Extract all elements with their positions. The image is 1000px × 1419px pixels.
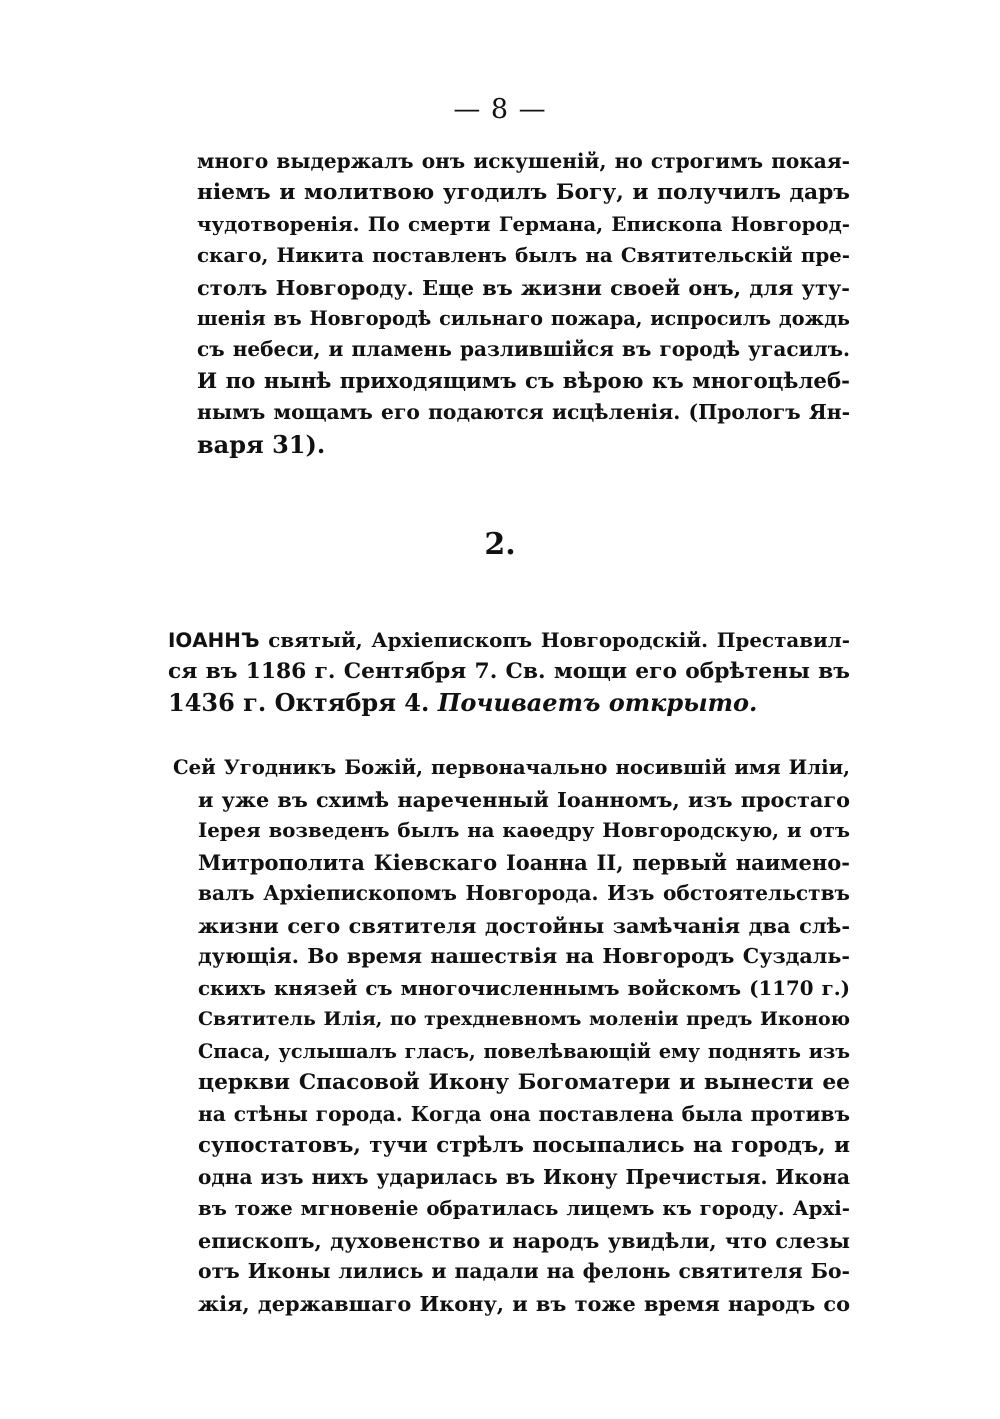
text-line: варя 31).	[197, 429, 326, 459]
text-line: нымъ мощамъ его подаются исцѣленія. (Прологъ Ян-	[197, 400, 850, 425]
relics-note: Почиваетъ открыто.	[437, 688, 758, 717]
text-line: скаго, Никита поставленъ былъ на Святительскій пре-	[197, 243, 850, 268]
text-line: Іерея возведенъ былъ на каѳедру Новгородскую, и отъ	[198, 818, 850, 842]
text-line: церкви Спасовой Икону Богоматери и вынести ее	[198, 1070, 850, 1095]
text-line: Святитель Илія, по трехдневномъ моленіи предъ Иконою	[198, 1008, 850, 1030]
text-line: на стѣны города. Когда она поставлена была противъ	[198, 1101, 850, 1126]
saint-name: ІОАННЪ	[168, 629, 260, 652]
section-number: 2.	[484, 527, 516, 562]
text-line: одна изъ нихъ ударилась въ Икону Пречистыя. Икона	[198, 1164, 850, 1189]
text-line: съ небеси, и пламень разлившійся въ городѣ угасилъ.	[197, 337, 850, 362]
text-line: и уже въ схимѣ нареченный Іоанномъ, изъ простаго	[198, 786, 850, 812]
heading-text: 1436 г. Октября 4.	[168, 688, 438, 717]
text-line: Сей Угодникъ Божій, первоначально носившій имя Иліи,	[173, 756, 850, 779]
text-line: И по нынѣ приходящимъ съ вѣрою къ многоцѣлеб-	[197, 368, 850, 394]
page-number: — 8 —	[453, 94, 547, 125]
text-line: скихъ князей съ многочисленнымъ войскомъ (1170 г.)	[198, 975, 850, 1000]
text-line: жія, державшаго Икону, и въ тоже время народъ со	[198, 1290, 850, 1316]
entry-heading	[168, 625, 850, 718]
text-line: епископъ, духовенство и народъ увидѣли, что слезы	[198, 1227, 850, 1253]
text-line: шенія въ Новгородѣ сильнаго пожара, испросилъ дождь	[197, 307, 850, 331]
text-line: много выдержалъ онъ искушеній, но строгимъ покая-	[197, 149, 850, 173]
text-line: Спаса, услышалъ гласъ, повелѣвающій ему поднять изъ	[198, 1039, 850, 1063]
body-paragraph	[173, 752, 850, 1319]
continuation-paragraph	[197, 146, 850, 460]
heading-line	[168, 687, 850, 718]
text-line: столъ Новгороду. Еще въ жизни своей онъ, для уту-	[197, 274, 850, 300]
text-line: жизни сего святителя достойны замѣчанія два слѣ-	[198, 912, 850, 938]
text-line: дующія. Во время нашествія на Новгородъ Суздаль-	[198, 944, 850, 968]
text-line: въ тоже мгновеніе обратилась лицемъ къ городу. Архі-	[198, 1196, 850, 1220]
heading-line	[168, 625, 850, 656]
heading-line: ся въ 1186 г. Сентября 7. Св. мощи его обрѣтены въ	[168, 659, 850, 684]
text-line: отъ Иконы лились и падали на фелонь святителя Бо-	[198, 1259, 850, 1283]
text-line: чудотворенія. По смерти Германа, Епископа Новгород-	[197, 211, 850, 236]
text-line: валъ Архіепископомъ Новгорода. Изъ обстоятельствъ	[198, 881, 850, 905]
text-line: ніемъ и молитвою угодилъ Богу, и получилъ даръ	[197, 180, 850, 206]
text-line: супостатовъ, тучи стрѣлъ посыпались на городъ, и	[198, 1133, 850, 1158]
heading-text: святый, Архіепископъ Новгородскій. Преставил-	[259, 628, 850, 652]
text-line: Митрополита Кіевскаго Іоанна II, первый наимено-	[198, 849, 850, 875]
